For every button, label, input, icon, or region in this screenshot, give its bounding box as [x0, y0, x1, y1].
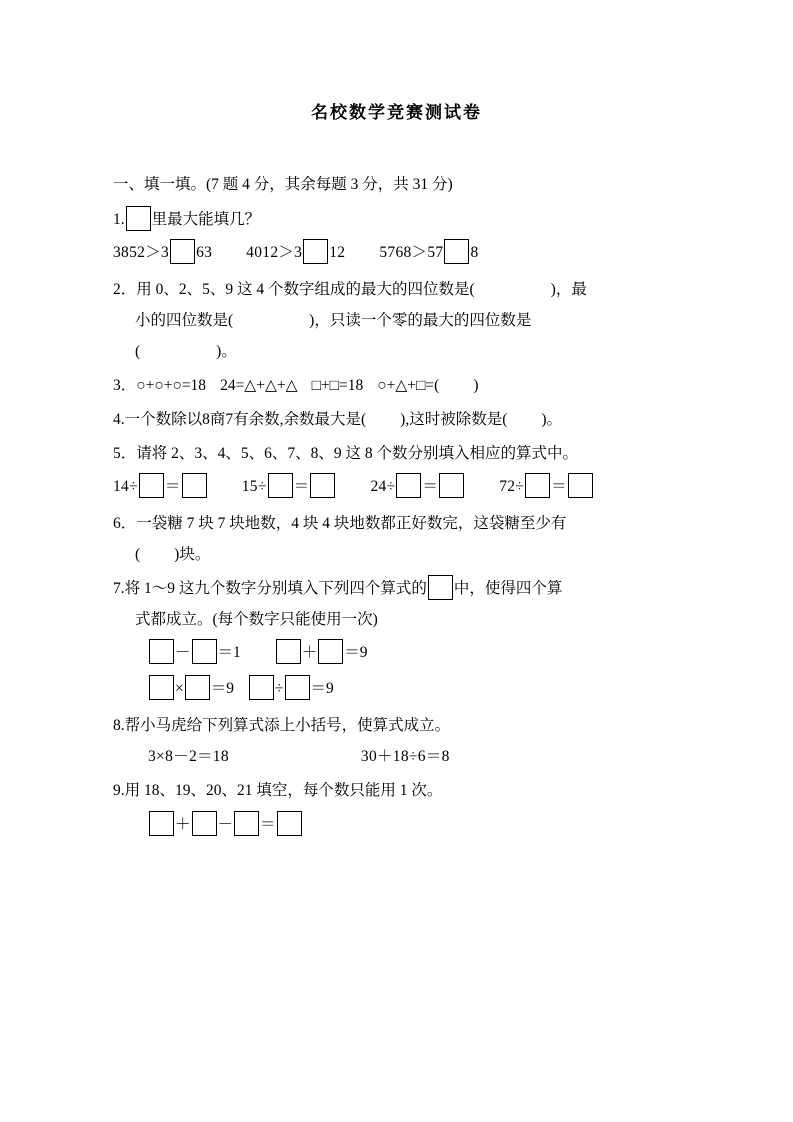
answer-box[interactable] [303, 239, 328, 264]
expr-1-mid: 63 [196, 244, 213, 261]
answer-box[interactable] [396, 473, 421, 498]
expr-5-2-eq: ＝ [293, 478, 310, 495]
answer-box[interactable] [268, 473, 293, 498]
page-title: 名校数学竞赛测试卷 [311, 103, 482, 122]
question-2-text-2: 小的四位数是( [135, 312, 234, 329]
question-4-text-1: 4.一个数除以8商7有余数,余数最大是( [113, 411, 367, 428]
question-1-number: 1. [113, 211, 125, 228]
expr-8-1: 3×8－2＝18 [148, 748, 229, 765]
answer-box[interactable] [126, 206, 151, 231]
answer-box[interactable] [277, 811, 302, 836]
question-3-seg-1: 3．○+○+○=18 [113, 377, 207, 394]
answer-box[interactable] [185, 675, 210, 700]
question-7-expressions [113, 635, 683, 707]
expr-7-3-result: ＝9 [210, 680, 235, 697]
expr-5-1-eq: ＝ [164, 478, 181, 495]
question-6-line-1: 6．一袋糖 7 块 7 块地数，4 块 4 块地数都正好数完，这袋糖至少有 [113, 515, 567, 532]
answer-box[interactable] [192, 811, 217, 836]
question-2-line-3 [113, 336, 683, 367]
answer-box[interactable] [139, 473, 164, 498]
question-8-expressions [113, 741, 683, 772]
answer-box[interactable] [170, 239, 195, 264]
question-8-prompt: 8.帮小马虎给下列算式添上小括号，使算式成立。 [113, 717, 451, 734]
question-2 [113, 274, 683, 367]
expr-7-2-result: ＝9 [344, 644, 368, 661]
expr-5-1-left: 14÷ [113, 478, 138, 495]
answer-box[interactable] [525, 473, 550, 498]
question-4 [113, 404, 683, 435]
question-1 [113, 204, 683, 271]
question-7 [113, 573, 683, 707]
expr-8-2: 30＋18÷6＝8 [360, 748, 450, 765]
question-3-seg-4: ○+△+□=( [377, 377, 440, 394]
question-9-expression [113, 806, 683, 844]
question-9 [113, 775, 683, 844]
answer-box[interactable] [310, 473, 335, 498]
question-2-text-2-tail: )，只读一个零的最大的四位数是 [309, 312, 532, 329]
answer-box[interactable] [568, 473, 593, 498]
question-2-text-1: 2．用 0、2、5、9 这 4 个数字组成的最大的四位数是( [113, 281, 475, 298]
exam-content [113, 160, 683, 847]
expr-9-op-1: ＋ [175, 816, 191, 833]
expr-7-1-result: ＝1 [217, 644, 241, 661]
expr-9-op-2: － [217, 816, 234, 833]
question-2-line-1 [113, 274, 683, 305]
expr-5-3-eq: ＝ [422, 478, 439, 495]
expr-7-3-op: × [175, 680, 184, 697]
expr-3-left: 5768＞57 [379, 244, 444, 261]
question-1-text: 里最大能填几？ [151, 211, 261, 228]
question-3-seg-3: □+□=18 [311, 377, 364, 394]
question-5-expressions [113, 469, 683, 505]
answer-box[interactable] [234, 811, 259, 836]
expr-5-4-left: 72÷ [499, 478, 525, 495]
question-1-prompt [113, 204, 683, 235]
question-2-text-1-tail: )，最 [550, 281, 587, 298]
question-2-text-3-tail: )。 [216, 343, 237, 360]
expr-9-op-3: ＝ [260, 816, 276, 833]
question-7-text-1: 7.将 1～9 这九个数字分别填入下列四个算式的 [113, 580, 427, 597]
question-2-line-2 [113, 305, 683, 336]
question-7-expr-row-2 [148, 671, 683, 707]
answer-box[interactable] [149, 639, 174, 664]
question-7-line-1 [113, 573, 683, 604]
answer-box[interactable] [249, 675, 274, 700]
question-3-seg-5: ) [473, 377, 479, 394]
question-3-seg-2: 24=△+△+△ [220, 377, 298, 394]
expr-7-4-result: ＝9 [310, 680, 334, 697]
section-1-heading: 一、填一填。(7 题 4 分，其余每题 3 分，共 31 分) [113, 176, 453, 193]
question-7-line-2: 式都成立。(每个数字只能使用一次) [135, 611, 378, 628]
expr-3-mid: 8 [470, 244, 479, 261]
expr-2-mid: 12 [329, 244, 346, 261]
expr-7-1-op: － [175, 644, 191, 661]
question-9-prompt: 9.用 18、19、20、21 填空，每个数只能用 1 次。 [113, 782, 443, 799]
question-6-blank-open: ( [135, 546, 141, 563]
answer-box[interactable] [428, 575, 453, 600]
answer-box[interactable] [182, 473, 207, 498]
question-8 [113, 710, 683, 772]
question-5 [113, 438, 683, 505]
question-3 [113, 370, 683, 401]
expr-7-2-op: ＋ [301, 644, 318, 661]
question-7-expr-row-1 [148, 635, 683, 671]
question-4-text-2: ),这时被除数是( [400, 411, 508, 428]
question-6-line-2 [113, 539, 683, 570]
question-5-prompt: 5．请将 2、3、4、5、6、7、8、9 这 8 个数分别填入相应的算式中。 [113, 445, 579, 462]
expr-2-left: 4012＞3 [246, 244, 303, 261]
answer-box[interactable] [318, 639, 343, 664]
answer-box[interactable] [444, 239, 469, 264]
answer-box[interactable] [149, 675, 174, 700]
expr-5-2-left: 15÷ [241, 478, 267, 495]
question-7-text-2: 中，使得四个算 [453, 580, 563, 597]
answer-box[interactable] [192, 639, 217, 664]
answer-box[interactable] [285, 675, 310, 700]
question-6-blank-tail: )块。 [174, 546, 211, 563]
answer-box[interactable] [276, 639, 301, 664]
question-4-text-3: )。 [541, 411, 563, 428]
question-2-text-3: ( [135, 343, 141, 360]
expr-5-3-left: 24÷ [370, 478, 396, 495]
expr-5-4-eq: ＝ [551, 478, 567, 495]
answer-box[interactable] [149, 811, 174, 836]
question-1-expressions [113, 235, 683, 271]
answer-box[interactable] [439, 473, 464, 498]
expr-7-4-op: ÷ [275, 680, 284, 697]
question-6 [113, 508, 683, 570]
expr-1-left: 3852＞3 [113, 244, 170, 261]
